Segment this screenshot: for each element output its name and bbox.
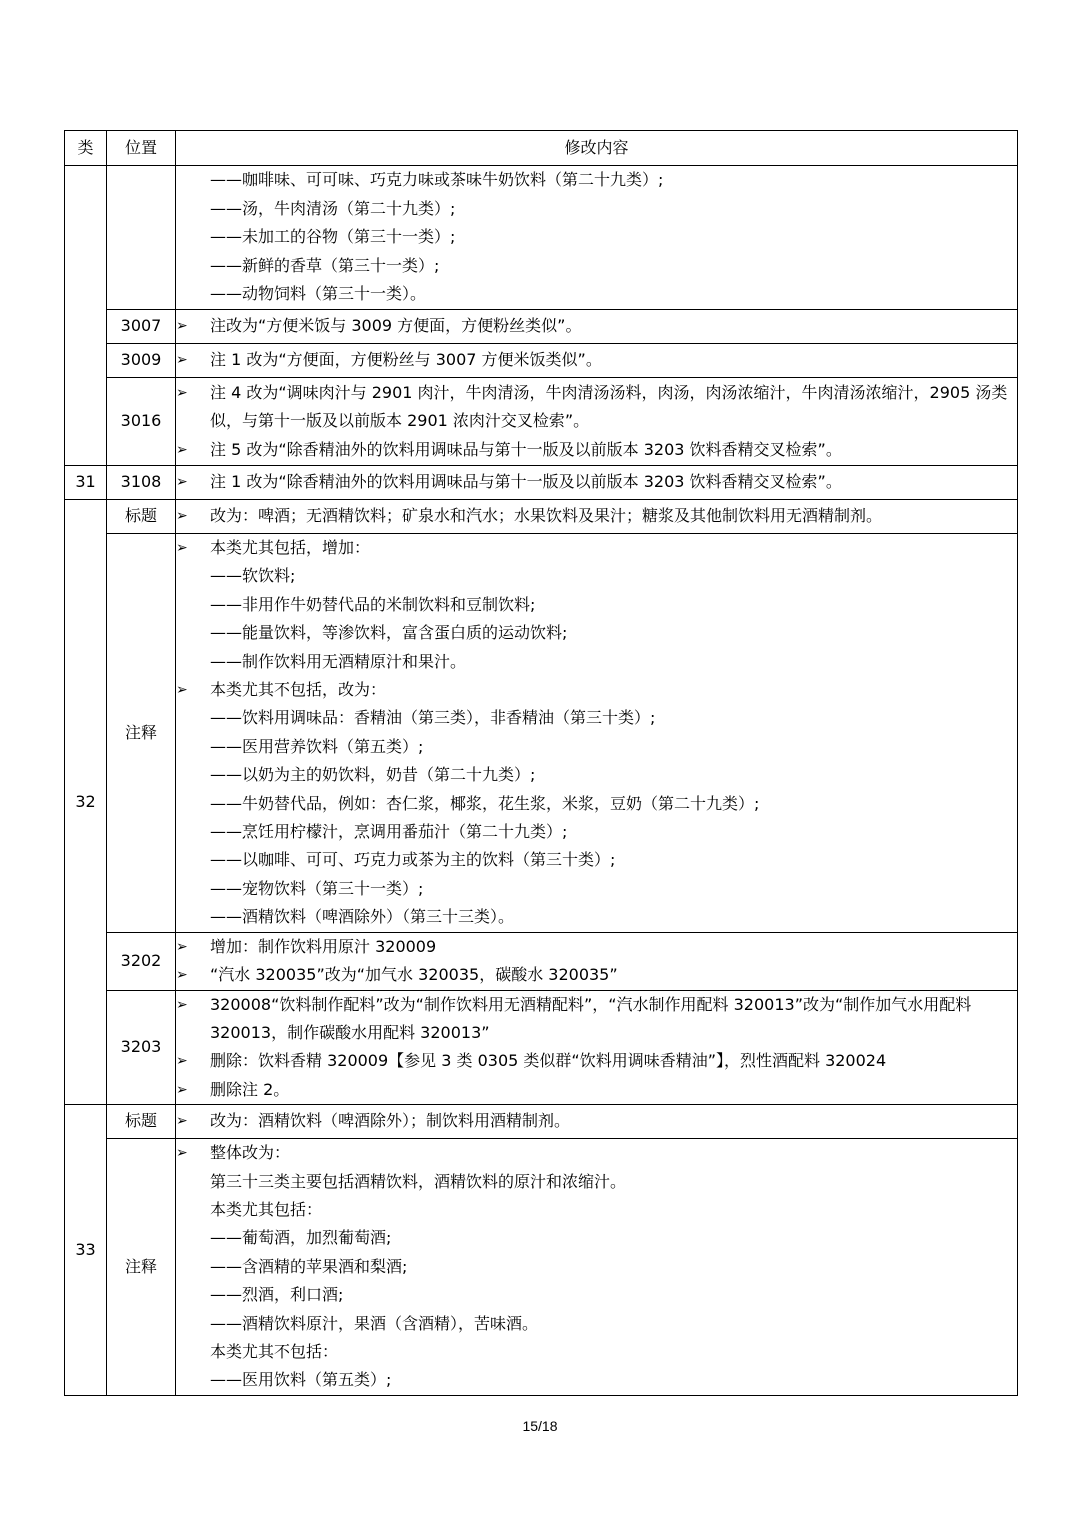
content-cell: [176, 1139, 1018, 1396]
list-item: ——酒精饮料（啤酒除外）（第三十三类）。: [210, 907, 515, 927]
content-cell: [176, 932, 1018, 990]
header-class: 类: [65, 131, 107, 166]
bullet-icon: ➢: [176, 318, 188, 335]
header-content: 修改内容: [176, 131, 1018, 166]
content-cell: [176, 990, 1018, 1105]
list-item: 320008“饮料制作配料”改为“制作饮料用无酒精配料”，“汽水制作用配料 320013”改为“制作加气水用配料 320013，制作碳酸水用配料 320013”: [210, 994, 972, 1042]
bullet-icon: ➢: [176, 540, 188, 556]
page-number: 15/18: [522, 1418, 558, 1434]
class-cell: 32: [65, 500, 107, 1105]
content-cell: [176, 1105, 1018, 1139]
list-item: ——含酒精的苹果酒和梨酒;: [210, 1256, 408, 1276]
bullet-icon: ➢: [176, 1053, 188, 1070]
list-item: 注 4 改为“调味肉汁与 2901 肉汁，牛肉清汤，牛肉清汤汤料，肉汤，肉汤浓缩汁，牛肉清汤浓缩汁，2905 汤类似，与第十一版及以前版本 2901 浓肉汁交叉检索”。: [210, 382, 1008, 431]
list-item: 本类尤其不包括，改为：: [210, 680, 387, 700]
position-cell: 3203: [107, 990, 176, 1105]
list-item: 注 5 改为“除香精油外的饮料用调味品与第十一版及以前版本 3203 饮料香精交叉检索”。: [210, 439, 842, 459]
bullet-icon: ➢: [176, 1113, 188, 1130]
list-item: 第三十三类主要包括酒精饮料，酒精饮料的原汁和浓缩汁。: [210, 1171, 627, 1191]
list-item: ——以奶为主的奶饮料，奶昔（第二十九类）;: [210, 765, 536, 785]
list-item: ——能量饮料，等渗饮料，富含蛋白质的运动饮料;: [210, 623, 568, 643]
bullet-icon: ➢: [176, 474, 188, 491]
content-cell: [176, 466, 1018, 500]
list-item: 改为：酒精饮料（啤酒除外）；制饮料用酒精制剂。: [210, 1111, 571, 1131]
content-cell: [176, 344, 1018, 378]
list-item: ——动物饲料（第三十一类）。: [210, 284, 427, 304]
bullet-icon: ➢: [176, 938, 188, 955]
list-item: ——以咖啡、可可、巧克力或茶为主的饮料（第三十类）;: [210, 850, 616, 870]
content-cell: [176, 500, 1018, 534]
list-item: ——烈酒，利口酒;: [210, 1285, 344, 1305]
table-row: [65, 990, 1018, 1105]
list-item: 整体改为：: [210, 1143, 291, 1163]
table-row: [65, 310, 1018, 344]
list-item: ——宠物饮料（第三十一类）;: [210, 878, 424, 898]
list-item: ——医用营养饮料（第五类）;: [210, 736, 424, 756]
bullet-icon: ➢: [176, 967, 188, 984]
class-cell: 33: [65, 1105, 107, 1396]
bullet-icon: ➢: [176, 996, 188, 1013]
bullet-icon: ➢: [176, 508, 188, 525]
list-item: ——牛奶替代品，例如：杏仁浆，椰浆，花生浆，米浆，豆奶（第二十九类）;: [210, 793, 760, 813]
class-cell-30: [65, 166, 107, 466]
table-row: [65, 466, 1018, 500]
content-cell: [176, 378, 1018, 466]
position-cell: [107, 166, 176, 310]
table-row: [65, 1139, 1018, 1396]
list-item: 删除：饮料香精 320009【参见 3 类 0305 类似群“饮料用调味香精油”】，烈性酒配料 320024: [210, 1051, 887, 1071]
bullet-icon: ➢: [176, 384, 188, 401]
list-item: 本类尤其包括：: [210, 1199, 323, 1219]
list-item: 增加：制作饮料用原汁 320009: [210, 936, 437, 956]
table-row: [65, 344, 1018, 378]
list-item: 注 1 改为“方便面，方便粉丝与 3007 方便米饭类似”。: [210, 350, 602, 370]
position-cell: 标题: [107, 500, 176, 534]
list-item: 本类尤其不包括：: [210, 1341, 339, 1361]
position-cell: 3202: [107, 932, 176, 990]
list-item: 删除注 2。: [210, 1079, 290, 1099]
list-item: ——葡萄酒，加烈葡萄酒;: [210, 1228, 392, 1248]
position-cell: 注释: [107, 534, 176, 933]
table-row: [65, 166, 1018, 310]
bullet-icon: ➢: [176, 352, 188, 369]
list-item: ——烹饪用柠檬汁，烹调用番茄汁（第二十九类）;: [210, 822, 568, 842]
bullet-icon: ➢: [176, 1081, 188, 1098]
list-item: ——酒精饮料原汁，果酒（含酒精），苦味酒。: [210, 1313, 539, 1333]
list-item: ——医用饮料（第五类）;: [210, 1370, 392, 1390]
class-cell: 31: [65, 466, 107, 500]
table-row: [65, 500, 1018, 534]
list-item: ——饮料用调味品：香精油（第三类），非香精油（第三十类）;: [210, 708, 656, 728]
content-cell: [176, 310, 1018, 344]
table-row: [65, 932, 1018, 990]
position-cell: 3108: [107, 466, 176, 500]
position-cell: 3016: [107, 378, 176, 466]
list-item: ——新鲜的香草（第三十一类）;: [210, 255, 440, 275]
bullet-icon: ➢: [176, 441, 188, 458]
list-item: ——制作饮料用无酒精原汁和果汁。: [210, 651, 467, 671]
position-cell: 注释: [107, 1139, 176, 1396]
bullet-icon: ➢: [176, 682, 188, 699]
position-cell: 标题: [107, 1105, 176, 1139]
list-item: ——未加工的谷物（第三十一类）;: [210, 227, 456, 247]
position-cell: 3007: [107, 310, 176, 344]
list-item: 注改为“方便米饭与 3009 方便面，方便粉丝类似”。: [210, 316, 582, 336]
list-item: 注 1 改为“除香精油外的饮料用调味品与第十一版及以前版本 3203 饮料香精交叉检索”。: [210, 472, 842, 492]
list-item: 改为：啤酒；无酒精饮料；矿泉水和汽水；水果饮料及果汁；糖浆及其他制饮料用无酒精制剂。: [210, 506, 883, 526]
table-row: [65, 1105, 1018, 1139]
bullet-icon: ➢: [176, 1145, 188, 1162]
list-item: ——软饮料;: [210, 566, 296, 586]
list-item: 本类尤其包括，增加：: [210, 538, 371, 557]
content-cell: [176, 166, 1018, 310]
list-item: ——咖啡味、可可味、巧克力味或茶味牛奶饮料（第二十九类）;: [210, 170, 664, 190]
table-row: [65, 378, 1018, 466]
list-item: “汽水 320035”改为“加气水 320035，碳酸水 320035”: [210, 965, 618, 985]
amendment-table: [64, 130, 1018, 1396]
table-row: [65, 534, 1018, 933]
list-item: ——汤，牛肉清汤（第二十九类）;: [210, 198, 456, 218]
header-position: 位置: [107, 131, 176, 166]
position-cell: 3009: [107, 344, 176, 378]
list-item: ——非用作牛奶替代品的米制饮料和豆制饮料;: [210, 594, 536, 614]
content-cell: [176, 534, 1018, 933]
